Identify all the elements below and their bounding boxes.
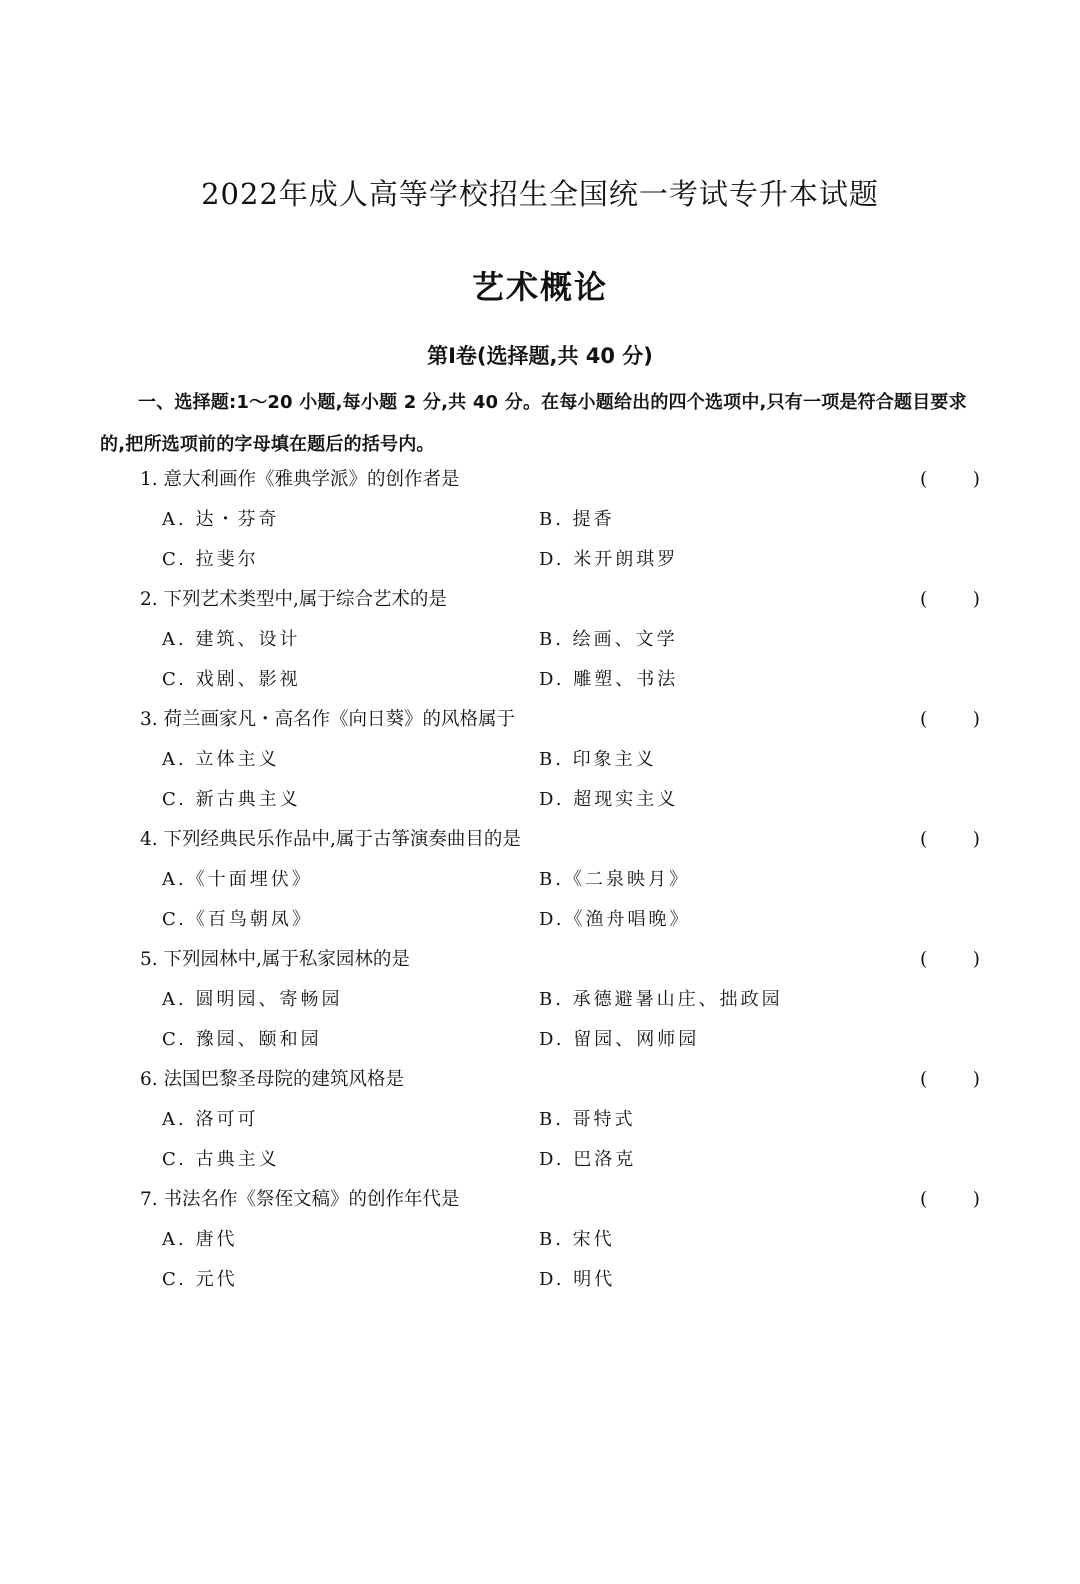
option-b: B. 印象主义 <box>539 749 657 770</box>
option-c: C. 拉斐尔 <box>162 549 259 570</box>
option-c: C. 元代 <box>162 1269 238 1290</box>
option-d: D. 超现实主义 <box>539 789 679 810</box>
option-a: A. 洛可可 <box>162 1109 259 1130</box>
option-c: C. 新古典主义 <box>162 789 301 810</box>
option-a: A. 立体主义 <box>162 749 280 770</box>
option-b: B. 宋代 <box>539 1229 615 1250</box>
question-stem: 4. 下列经典民乐作品中,属于古筝演奏曲目的是 <box>140 829 521 850</box>
exam-title: 2022年成人高等学校招生全国统一考试专升本试题 <box>201 177 879 211</box>
answer-bracket: ( ) <box>920 589 980 610</box>
answer-bracket: ( ) <box>920 469 980 490</box>
option-b: B. 绘画、文学 <box>539 629 678 650</box>
option-d: D. 明代 <box>539 1269 616 1290</box>
question-6-stem-row <box>140 1060 980 1100</box>
option-a: A. 建筑、设计 <box>162 629 301 650</box>
question-1-stem-row <box>140 460 980 500</box>
question-stem: 6. 法国巴黎圣母院的建筑风格是 <box>140 1069 405 1090</box>
answer-bracket: ( ) <box>920 829 980 850</box>
option-b: B. 哥特式 <box>539 1109 636 1130</box>
option-d: D. 米开朗琪罗 <box>539 549 679 570</box>
question-stem: 3. 荷兰画家凡・高名作《向日葵》的风格属于 <box>140 709 516 730</box>
answer-bracket: ( ) <box>920 1189 980 1210</box>
option-a: A. 圆明园、寄畅园 <box>162 989 343 1010</box>
question-4-stem-row <box>140 820 980 860</box>
answer-bracket: ( ) <box>920 949 980 970</box>
option-a: A. 唐代 <box>162 1229 238 1250</box>
option-d: D. 雕塑、书法 <box>539 669 679 690</box>
option-d: D. 巴洛克 <box>539 1149 637 1170</box>
answer-bracket: ( ) <box>920 709 980 730</box>
option-c: C. 古典主义 <box>162 1149 280 1170</box>
question-stem: 2. 下列艺术类型中,属于综合艺术的是 <box>140 589 447 610</box>
option-d: D. 留园、网师园 <box>539 1029 700 1050</box>
question-2-stem-row <box>140 580 980 620</box>
option-c: C. 戏剧、影视 <box>162 669 301 690</box>
question-stem: 7. 书法名作《祭侄文稿》的创作年代是 <box>140 1189 460 1210</box>
question-stem: 1. 意大利画作《雅典学派》的创作者是 <box>140 469 460 490</box>
question-3-stem-row <box>140 700 980 740</box>
option-b: B. 承德避暑山庄、拙政园 <box>539 989 783 1010</box>
option-d: D.《渔舟唱晚》 <box>539 909 691 930</box>
option-a: A.《十面埋伏》 <box>162 869 313 890</box>
option-a: A. 达・芬奇 <box>162 509 280 530</box>
option-c: C. 豫园、颐和园 <box>162 1029 322 1050</box>
option-b: B.《二泉映月》 <box>539 869 690 890</box>
section-instruction: 一、选择题:1～20 小题,每小题 2 分,共 40 分。在每小题给出的四个选项中,只有一项是符合题目要求的,把所选项前的字母填在题后的括号内。 <box>100 392 967 455</box>
question-7-stem-row <box>140 1180 980 1220</box>
answer-bracket: ( ) <box>920 1069 980 1090</box>
question-5-stem-row <box>140 940 980 980</box>
part-title: 第Ⅰ卷(选择题,共 40 分) <box>427 344 653 368</box>
option-c: C.《百鸟朝凤》 <box>162 909 313 930</box>
question-stem: 5. 下列园林中,属于私家园林的是 <box>140 949 410 970</box>
option-b: B. 提香 <box>539 509 615 530</box>
subject-title: 艺术概论 <box>471 268 608 306</box>
